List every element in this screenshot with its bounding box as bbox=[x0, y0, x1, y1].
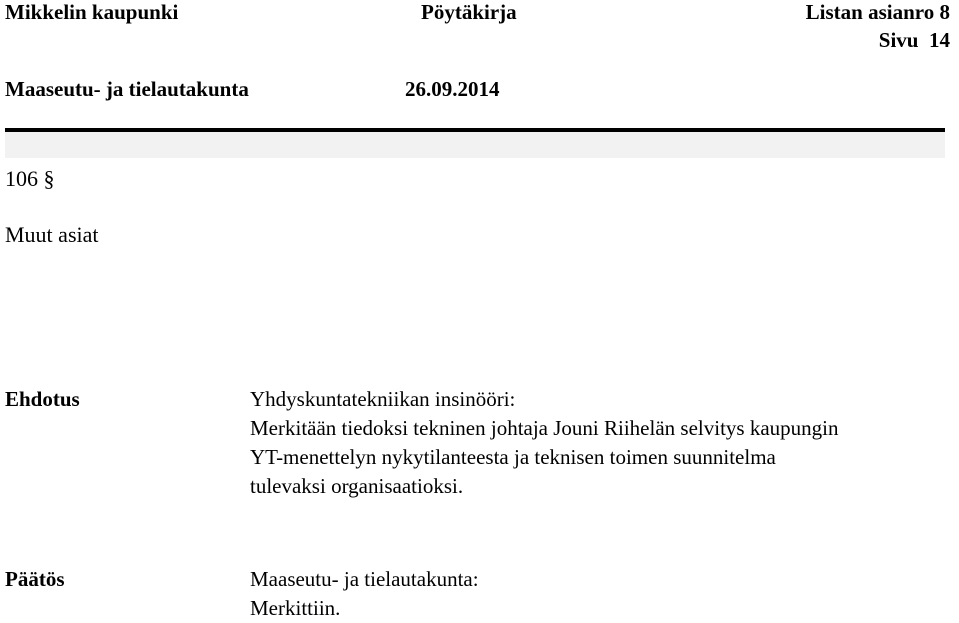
decision-text bbox=[250, 565, 479, 623]
page-number: Sivu 14 bbox=[878, 28, 950, 52]
document-type: Pöytäkirja bbox=[421, 0, 517, 24]
decision-label: Päätös bbox=[5, 567, 65, 591]
decision-line: Merkittiin. bbox=[250, 596, 341, 620]
proposal-text bbox=[250, 385, 838, 501]
decision-line: Maaseutu- ja tielautakunta: bbox=[250, 567, 479, 591]
proposal-line: YT-menettelyn nykytilanteesta ja teknisen toimen suunnitelma bbox=[250, 445, 776, 469]
proposal-line: Merkitään tiedoksi tekninen johtaja Jouni Riihelän selvitys kaupungin bbox=[250, 416, 839, 440]
header-shade-band bbox=[5, 132, 945, 158]
proposal-line: Yhdyskuntatekniikan insinööri: bbox=[250, 387, 516, 411]
organization-name: Mikkelin kaupunki bbox=[5, 0, 179, 24]
section-number: 106 § bbox=[5, 166, 55, 191]
proposal-line: tulevaksi organisaatioksi. bbox=[250, 474, 464, 498]
section-title: Muut asiat bbox=[5, 222, 99, 247]
committee-name: Maaseutu- ja tielautakunta bbox=[5, 77, 249, 101]
proposal-label: Ehdotus bbox=[5, 387, 80, 411]
item-number: Listan asianro 8 bbox=[805, 0, 950, 24]
meeting-date: 26.09.2014 bbox=[405, 77, 500, 101]
